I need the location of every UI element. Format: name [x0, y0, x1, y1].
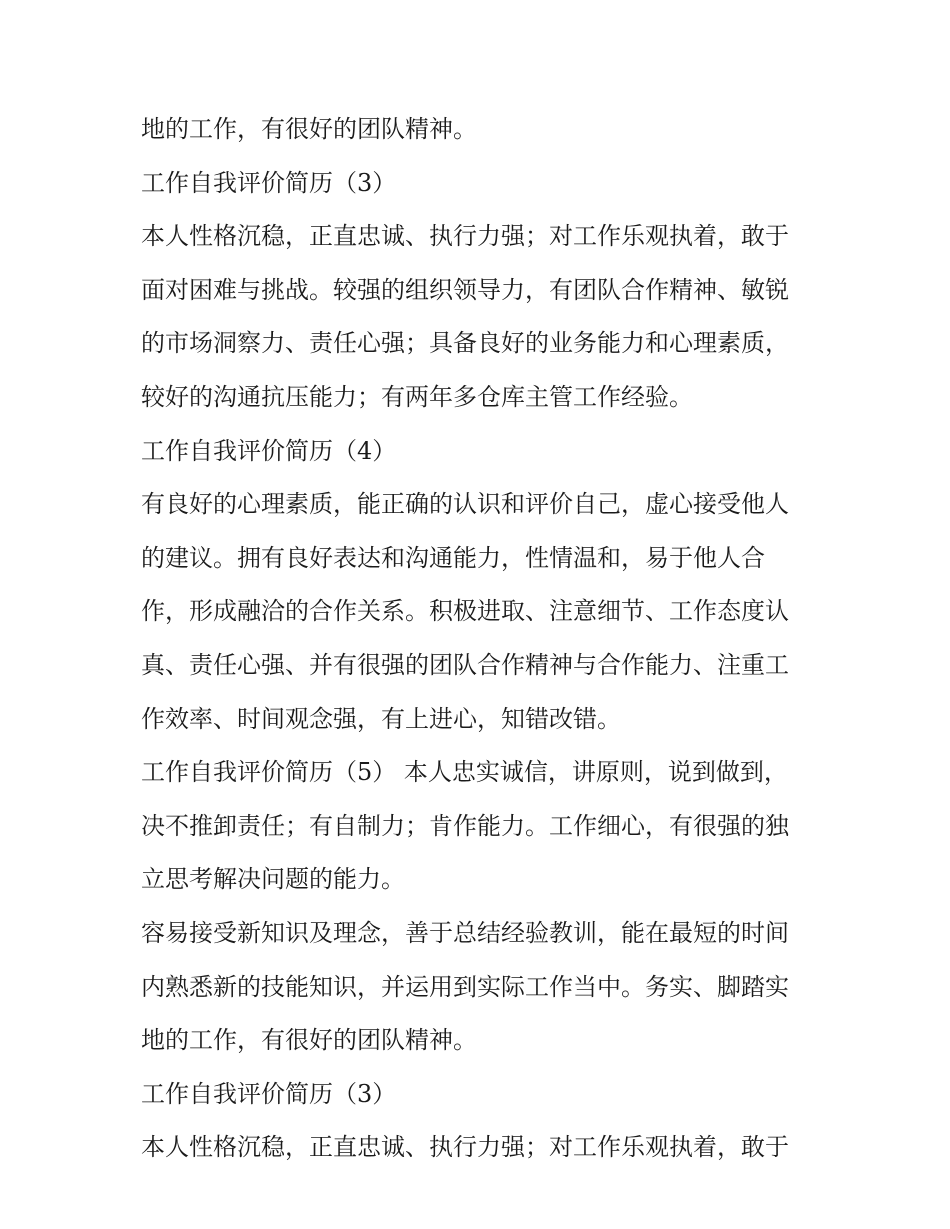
- document-body: [141, 108, 821, 1180]
- section-heading: 工作自我评价简历（3）: [141, 1079, 397, 1108]
- text-line: 内熟悉新的技能知识，并运用到实际工作当中。务实、脚踏实: [141, 972, 789, 1001]
- text-line: 面对困难与挑战。较强的组织领导力，有团队合作精神、敏锐: [141, 275, 789, 304]
- text-line: 作效率、时间观念强，有上进心，知错改错。: [141, 704, 621, 733]
- text-line: 容易接受新知识及理念，善于总结经验教训，能在最短的时间: [141, 918, 789, 947]
- text-line: 的市场洞察力、责任心强；具备良好的业务能力和心理素质，: [141, 329, 789, 358]
- text-line: 真、责任心强、并有很强的团队合作精神与合作能力、注重工: [141, 650, 789, 679]
- section-heading: 工作自我评价简历（3）: [141, 168, 397, 197]
- text-line: 有良好的心理素质，能正确的认识和评价自己，虚心接受他人: [141, 490, 789, 519]
- section-heading: 工作自我评价简历（5） 本人忠实诚信，讲原则，说到做到，: [141, 758, 788, 787]
- text-line: 的建议。拥有良好表达和沟通能力，性情温和，易于他人合: [141, 543, 765, 572]
- text-line: 作，形成融洽的合作关系。积极进取、注意细节、工作态度认: [141, 597, 789, 626]
- text-line: 立思考解决问题的能力。: [141, 865, 405, 894]
- section-heading: 工作自我评价简历（4）: [141, 436, 397, 465]
- text-line: 较好的沟通抗压能力；有两年多仓库主管工作经验。: [141, 382, 693, 411]
- text-line: 地的工作，有很好的团队精神。: [141, 1026, 477, 1055]
- text-line: 本人性格沉稳，正直忠诚、执行力强；对工作乐观执着，敢于: [141, 222, 789, 251]
- text-line: 决不推卸责任；有自制力；肯作能力。工作细心，有很强的独: [141, 811, 789, 840]
- text-line: 本人性格沉稳，正直忠诚、执行力强；对工作乐观执着，敢于: [141, 1133, 789, 1162]
- text-line: 地的工作，有很好的团队精神。: [141, 115, 477, 143]
